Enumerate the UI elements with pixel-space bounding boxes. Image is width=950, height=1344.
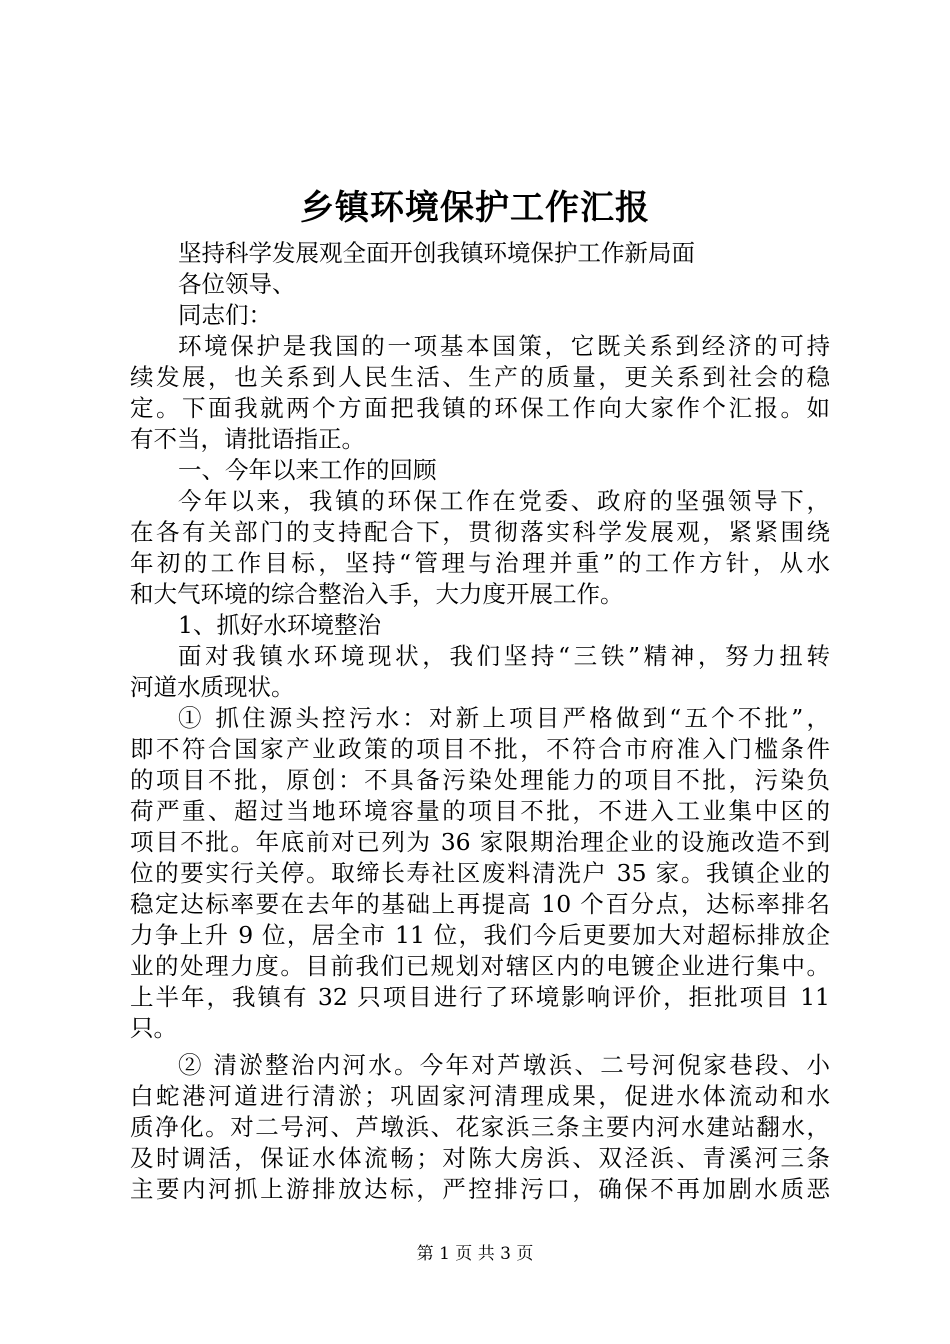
paragraph-line: 的项目不批，原创：不具备污染处理能力的项目不批，污染负: [130, 766, 830, 794]
paragraph-line: 在各有关部门的支持配合下，贯彻落实科学发展观，紧紧围绕: [130, 518, 830, 546]
paragraph-line: 力争上升 9 位，居全市 11 位，我们今后更要加大对超标排放企: [130, 921, 830, 949]
salutation-comrades: 同志们：: [178, 301, 272, 329]
paragraph-line: ② 清淤整治内河水。今年对芦墩浜、二号河倪家巷段、小: [178, 1051, 830, 1079]
subtitle: 坚持科学发展观全面开创我镇环境保护工作新局面: [178, 239, 695, 267]
paragraph-line: 荷严重、超过当地环境容量的项目不批，不进入工业集中区的: [130, 797, 830, 825]
paragraph-line: 稳定达标率要在去年的基础上再提高 10 个百分点，达标率排名: [130, 890, 830, 918]
paragraph-line: 只。: [130, 1014, 177, 1042]
paragraph-line: 项目不批。年底前对已列为 36 家限期治理企业的设施改造不到: [130, 828, 830, 856]
subsection-heading: 1、抓好水环境整治: [178, 611, 381, 639]
paragraph-line: 河道水质现状。: [130, 673, 295, 701]
paragraph-line: 及时调活，保证水体流畅；对陈大房浜、双泾浜、青溪河三条: [130, 1144, 830, 1172]
section-heading: 一、今年以来工作的回顾: [178, 456, 437, 484]
paragraph-line: 今年以来，我镇的环保工作在党委、政府的坚强领导下，: [178, 487, 830, 515]
paragraph-line: 定。下面我就两个方面把我镇的环保工作向大家作个汇报。如: [130, 394, 830, 422]
salutation-leaders: 各位领导、: [178, 270, 296, 298]
paragraph-line: 环境保护是我国的一项基本国策，它既关系到经济的可持: [178, 332, 830, 360]
paragraph-line: 续发展，也关系到人民生活、生产的质量，更关系到社会的稳: [130, 363, 830, 391]
paragraph-line: 白蛇港河道进行清淤；巩固家河清理成果，促进水体流动和水: [130, 1082, 830, 1110]
paragraph-line: 面对我镇水环境现状，我们坚持“三铁”精神，努力扭转: [178, 642, 830, 670]
paragraph-line: 上半年，我镇有 32 只项目进行了环境影响评价，拒批项目 11: [130, 983, 830, 1011]
paragraph-line: 年初的工作目标，坚持“管理与治理并重”的工作方针，从水: [130, 549, 830, 577]
paragraph-line: 业的处理力度。目前我们已规划对辖区内的电镀企业进行集中。: [130, 952, 830, 980]
paragraph-line: 和大气环境的综合整治入手，大力度开展工作。: [130, 580, 624, 608]
paragraph-line: 位的要实行关停。取缔长寿社区废料清洗户 35 家。我镇企业的: [130, 859, 830, 887]
paragraph-line: 主要内河抓上游排放达标，严控排污口，确保不再加剧水质恶: [130, 1175, 830, 1203]
document-title: 乡镇环境保护工作汇报: [300, 188, 650, 228]
paragraph-line: 质净化。对二号河、芦墩浜、花家浜三条主要内河水建站翻水，: [130, 1113, 830, 1141]
document-body: [130, 238, 830, 1205]
paragraph-line: 有不当，请批语指正。: [130, 425, 365, 453]
page-footer: 第 1 页 共 3 页: [416, 1244, 534, 1264]
paragraph-line: ① 抓住源头控污水：对新上项目严格做到“五个不批”，: [178, 704, 830, 732]
paragraph-line: 即不符合国家产业政策的项目不批，不符合市府准入门槛条件: [130, 735, 830, 763]
